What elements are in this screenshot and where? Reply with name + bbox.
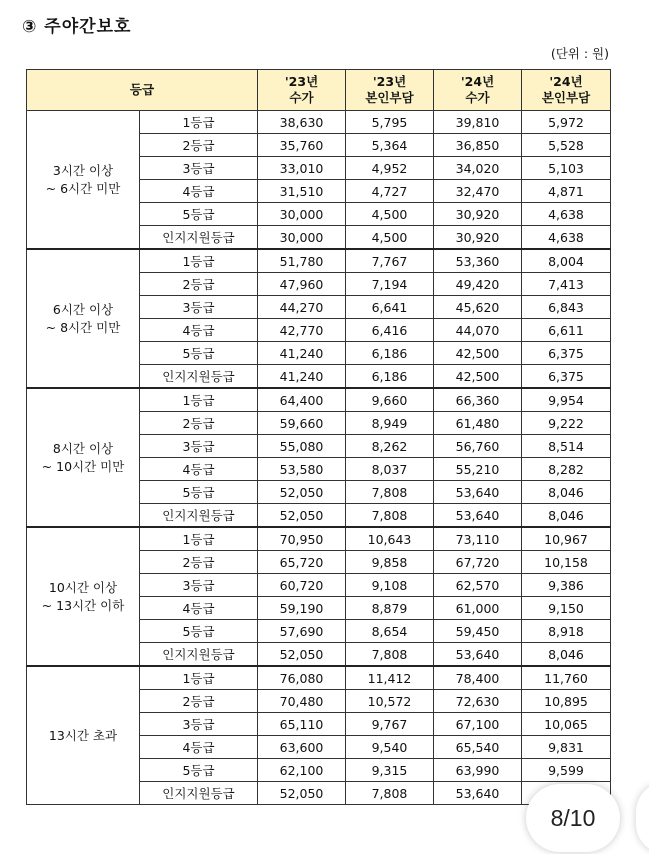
grade-cell: 4등급 xyxy=(140,458,258,481)
copay-2024-cell: 7,413 xyxy=(522,273,611,296)
copay-2024-cell: 10,895 xyxy=(522,690,611,713)
grade-cell: 3등급 xyxy=(140,157,258,180)
fee-2023-cell: 64,400 xyxy=(258,388,346,412)
copay-2024-cell: 9,831 xyxy=(522,736,611,759)
header-fee-2023 xyxy=(258,70,346,111)
fee-2023-cell: 52,050 xyxy=(258,643,346,667)
fee-2024-cell: 53,640 xyxy=(434,782,522,805)
fee-2024-cell: 53,640 xyxy=(434,643,522,667)
copay-2023-cell: 6,186 xyxy=(346,365,434,389)
grade-cell: 인지지원등급 xyxy=(140,504,258,528)
copay-2024-cell: 5,103 xyxy=(522,157,611,180)
time-range-label xyxy=(27,249,140,388)
copay-2023-cell: 9,767 xyxy=(346,713,434,736)
grade-cell: 1등급 xyxy=(140,388,258,412)
fee-2024-cell: 59,450 xyxy=(434,620,522,643)
grade-cell: 5등급 xyxy=(140,342,258,365)
copay-2024-cell: 5,528 xyxy=(522,134,611,157)
copay-2024-cell: 6,375 xyxy=(522,342,611,365)
table-row xyxy=(27,111,611,134)
time-range-label-line2: ~ 10시간 미만 xyxy=(41,458,125,474)
header-fee-2024-line2: 수가 xyxy=(465,90,490,105)
fee-2023-cell: 53,580 xyxy=(258,458,346,481)
fee-2023-cell: 47,960 xyxy=(258,273,346,296)
copay-2023-cell: 8,262 xyxy=(346,435,434,458)
fee-2023-cell: 41,240 xyxy=(258,365,346,389)
copay-2023-cell: 7,767 xyxy=(346,249,434,273)
fee-2024-cell: 42,500 xyxy=(434,342,522,365)
fee-2024-cell: 67,100 xyxy=(434,713,522,736)
copay-2024-cell: 10,967 xyxy=(522,527,611,551)
copay-2023-cell: 8,879 xyxy=(346,597,434,620)
copay-2023-cell: 9,315 xyxy=(346,759,434,782)
fee-2024-cell: 36,850 xyxy=(434,134,522,157)
fee-2023-cell: 52,050 xyxy=(258,481,346,504)
table-row xyxy=(27,666,611,690)
fee-2024-cell: 73,110 xyxy=(434,527,522,551)
copay-2023-cell: 6,641 xyxy=(346,296,434,319)
grade-cell: 1등급 xyxy=(140,666,258,690)
fee-2024-cell: 44,070 xyxy=(434,319,522,342)
fee-2023-cell: 30,000 xyxy=(258,203,346,226)
fee-2023-cell: 51,780 xyxy=(258,249,346,273)
copay-2024-cell: 6,611 xyxy=(522,319,611,342)
section-title: ③ 주야간보호 xyxy=(22,17,132,37)
grade-cell: 2등급 xyxy=(140,273,258,296)
time-range-label xyxy=(27,111,140,250)
header-fee-2023-line1: '23년 xyxy=(284,74,319,89)
fee-2023-cell: 62,100 xyxy=(258,759,346,782)
copay-2024-cell: 9,954 xyxy=(522,388,611,412)
grade-cell: 4등급 xyxy=(140,597,258,620)
fee-2024-cell: 55,210 xyxy=(434,458,522,481)
fee-2023-cell: 65,720 xyxy=(258,551,346,574)
fee-2024-cell: 39,810 xyxy=(434,111,522,134)
copay-2023-cell: 7,808 xyxy=(346,481,434,504)
copay-2023-cell: 7,808 xyxy=(346,643,434,667)
grade-cell: 인지지원등급 xyxy=(140,226,258,250)
time-range-label-line1: 10시간 이상 xyxy=(48,579,118,595)
page-indicator[interactable]: 8/10 xyxy=(526,784,620,852)
grade-cell: 2등급 xyxy=(140,412,258,435)
fee-2023-cell: 38,630 xyxy=(258,111,346,134)
time-range-label-line1: 3시간 이상 xyxy=(52,162,114,178)
fee-2023-cell: 41,240 xyxy=(258,342,346,365)
copay-2024-cell: 8,004 xyxy=(522,249,611,273)
time-range-label-line1: 13시간 초과 xyxy=(48,727,118,743)
grade-cell: 4등급 xyxy=(140,319,258,342)
copay-2023-cell: 4,500 xyxy=(346,226,434,250)
table-row xyxy=(27,388,611,412)
copay-2024-cell: 9,386 xyxy=(522,574,611,597)
header-copay-2024 xyxy=(522,70,611,111)
unit-note: (단위 : 원) xyxy=(550,46,609,61)
fee-2023-cell: 57,690 xyxy=(258,620,346,643)
grade-cell: 1등급 xyxy=(140,111,258,134)
fee-2023-cell: 65,110 xyxy=(258,713,346,736)
copay-2023-cell: 4,952 xyxy=(346,157,434,180)
fee-2024-cell: 30,920 xyxy=(434,226,522,250)
copay-2023-cell: 4,727 xyxy=(346,180,434,203)
fee-2023-cell: 70,480 xyxy=(258,690,346,713)
table-header xyxy=(27,70,611,111)
grade-cell: 2등급 xyxy=(140,690,258,713)
time-range-label-line1: 8시간 이상 xyxy=(52,440,114,456)
fee-2023-cell: 55,080 xyxy=(258,435,346,458)
fee-2023-cell: 76,080 xyxy=(258,666,346,690)
time-range-label xyxy=(27,527,140,666)
copay-2024-cell: 9,222 xyxy=(522,412,611,435)
fee-2023-cell: 70,950 xyxy=(258,527,346,551)
copay-2024-cell: 8,046 xyxy=(522,481,611,504)
grade-cell: 2등급 xyxy=(140,551,258,574)
grade-cell: 5등급 xyxy=(140,759,258,782)
fee-2024-cell: 65,540 xyxy=(434,736,522,759)
header-row xyxy=(27,70,611,111)
copay-2024-cell: 8,282 xyxy=(522,458,611,481)
fee-2023-cell: 59,190 xyxy=(258,597,346,620)
copay-2024-cell: 8,046 xyxy=(522,643,611,667)
copay-2024-cell: 6,843 xyxy=(522,296,611,319)
grade-cell: 4등급 xyxy=(140,180,258,203)
header-copay-2023 xyxy=(346,70,434,111)
copay-2023-cell: 5,795 xyxy=(346,111,434,134)
copay-2023-cell: 6,416 xyxy=(346,319,434,342)
header-copay-2023-line2: 본인부담 xyxy=(365,90,414,105)
fee-2024-cell: 61,480 xyxy=(434,412,522,435)
copay-2024-cell: 4,871 xyxy=(522,180,611,203)
copay-2023-cell: 8,949 xyxy=(346,412,434,435)
copay-2023-cell: 4,500 xyxy=(346,203,434,226)
copay-2023-cell: 7,808 xyxy=(346,504,434,528)
time-range-label xyxy=(27,666,140,805)
fee-2023-cell: 33,010 xyxy=(258,157,346,180)
copay-2024-cell: 10,158 xyxy=(522,551,611,574)
fee-2024-cell: 32,470 xyxy=(434,180,522,203)
copay-2024-cell: 8,046 xyxy=(522,504,611,528)
copay-2023-cell: 9,858 xyxy=(346,551,434,574)
copay-2023-cell: 7,808 xyxy=(346,782,434,805)
fee-2024-cell: 62,570 xyxy=(434,574,522,597)
table-row xyxy=(27,527,611,551)
fee-2023-cell: 42,770 xyxy=(258,319,346,342)
time-range-label-line2: ~ 6시간 미만 xyxy=(45,180,121,196)
copay-2024-cell: 10,065 xyxy=(522,713,611,736)
fee-table xyxy=(26,69,611,805)
grade-cell: 3등급 xyxy=(140,435,258,458)
table-row xyxy=(27,249,611,273)
copay-2024-cell: 9,150 xyxy=(522,597,611,620)
fee-2024-cell: 66,360 xyxy=(434,388,522,412)
header-copay-2023-line1: '23년 xyxy=(372,74,407,89)
grade-cell: 5등급 xyxy=(140,620,258,643)
fee-2024-cell: 53,640 xyxy=(434,481,522,504)
grade-cell: 5등급 xyxy=(140,203,258,226)
table-body xyxy=(27,111,611,805)
fee-2024-cell: 56,760 xyxy=(434,435,522,458)
header-copay-2024-line2: 본인부담 xyxy=(541,90,591,105)
copay-2023-cell: 8,654 xyxy=(346,620,434,643)
fee-2024-cell: 42,500 xyxy=(434,365,522,389)
grade-cell: 2등급 xyxy=(140,134,258,157)
grade-cell: 인지지원등급 xyxy=(140,782,258,805)
copay-2024-cell: 8,918 xyxy=(522,620,611,643)
grade-cell: 인지지원등급 xyxy=(140,643,258,667)
copay-2024-cell: 11,760 xyxy=(522,666,611,690)
copay-2023-cell: 10,643 xyxy=(346,527,434,551)
grade-cell: 3등급 xyxy=(140,574,258,597)
copay-2023-cell: 8,037 xyxy=(346,458,434,481)
fee-2024-cell: 49,420 xyxy=(434,273,522,296)
fee-2024-cell: 63,990 xyxy=(434,759,522,782)
grade-cell: 3등급 xyxy=(140,713,258,736)
copay-2023-cell: 6,186 xyxy=(346,342,434,365)
time-range-label xyxy=(27,388,140,527)
grade-cell: 인지지원등급 xyxy=(140,365,258,389)
copay-2024-cell: 8,514 xyxy=(522,435,611,458)
copay-2024-cell: 6,375 xyxy=(522,365,611,389)
fee-2024-cell: 61,000 xyxy=(434,597,522,620)
grade-cell: 4등급 xyxy=(140,736,258,759)
copay-2023-cell: 9,540 xyxy=(346,736,434,759)
fee-2024-cell: 78,400 xyxy=(434,666,522,690)
fee-2023-cell: 52,050 xyxy=(258,782,346,805)
copay-2023-cell: 9,108 xyxy=(346,574,434,597)
fee-2024-cell: 45,620 xyxy=(434,296,522,319)
copay-2023-cell: 7,194 xyxy=(346,273,434,296)
fee-2023-cell: 59,660 xyxy=(258,412,346,435)
copay-2023-cell: 9,660 xyxy=(346,388,434,412)
fee-2023-cell: 44,270 xyxy=(258,296,346,319)
grade-cell: 3등급 xyxy=(140,296,258,319)
copay-2023-cell: 5,364 xyxy=(346,134,434,157)
time-range-label-line2: ~ 8시간 미만 xyxy=(45,319,121,335)
time-range-label-line1: 6시간 이상 xyxy=(52,301,114,317)
fee-2023-cell: 35,760 xyxy=(258,134,346,157)
fee-2023-cell: 63,600 xyxy=(258,736,346,759)
copay-2024-cell: 4,638 xyxy=(522,226,611,250)
fee-2024-cell: 72,630 xyxy=(434,690,522,713)
fee-2023-cell: 31,510 xyxy=(258,180,346,203)
grade-cell: 1등급 xyxy=(140,249,258,273)
header-grade: 등급 xyxy=(27,70,258,111)
copay-2023-cell: 11,412 xyxy=(346,666,434,690)
fee-2024-cell: 34,020 xyxy=(434,157,522,180)
copay-2024-cell: 4,638 xyxy=(522,203,611,226)
grade-cell: 5등급 xyxy=(140,481,258,504)
fee-2024-cell: 53,640 xyxy=(434,504,522,528)
fee-2023-cell: 30,000 xyxy=(258,226,346,250)
header-fee-2023-line2: 수가 xyxy=(289,90,314,105)
grade-cell: 1등급 xyxy=(140,527,258,551)
header-copay-2024-line1: '24년 xyxy=(549,74,583,89)
fee-2024-cell: 53,360 xyxy=(434,249,522,273)
copay-2023-cell: 10,572 xyxy=(346,690,434,713)
fee-2023-cell: 60,720 xyxy=(258,574,346,597)
header-fee-2024 xyxy=(434,70,522,111)
header-fee-2024-line1: '24년 xyxy=(460,74,495,89)
fee-2024-cell: 67,720 xyxy=(434,551,522,574)
time-range-label-line2: ~ 13시간 이하 xyxy=(41,597,125,613)
floating-button-partial[interactable] xyxy=(636,782,649,854)
fee-2024-cell: 30,920 xyxy=(434,203,522,226)
copay-2024-cell: 9,599 xyxy=(522,759,611,782)
copay-2024-cell: 5,972 xyxy=(522,111,611,134)
fee-2023-cell: 52,050 xyxy=(258,504,346,528)
